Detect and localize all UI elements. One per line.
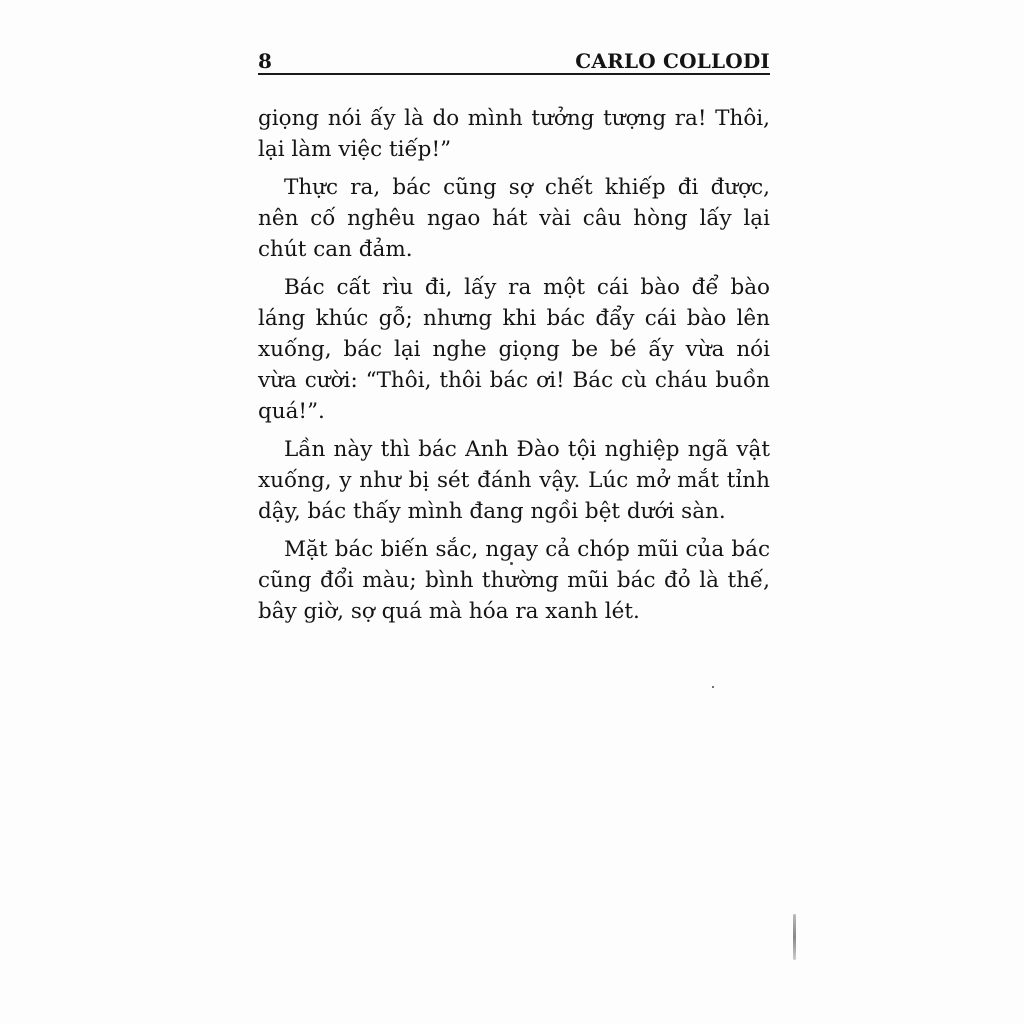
- print-speck: [510, 562, 513, 565]
- page-edge-mark: [793, 914, 796, 960]
- page-header: [258, 48, 770, 76]
- running-head-author: CARLO COLLODI: [575, 49, 770, 73]
- print-speck: [712, 686, 714, 688]
- paragraph: Lần này thì bác Anh Đào tội nghiệp ngã vật xuống, y như bị sét đánh vậy. Lúc mở mắt tỉnh dậy, bác thấy mình đang ngồi bệt dưới sàn.: [258, 437, 770, 524]
- paragraph: Mặt bác biến sắc, ngay cả chóp mũi của bác cũng đổi màu; bình thường mũi bác đỏ là thế, bây giờ, sợ quá mà hóa ra xanh lét.: [258, 537, 770, 624]
- paragraph: Bác cất rìu đi, lấy ra một cái bào để bào láng khúc gỗ; nhưng khi bác đẩy cái bào lên xuống, bác lại nghe giọng be bé ấy vừa nói vừa cười: “Thôi, thôi bác ơi! Bác cù cháu buồn quá!”.: [258, 275, 770, 424]
- page-number: 8: [258, 49, 272, 73]
- header-rule: [258, 73, 770, 75]
- paragraph: Thực ra, bác cũng sợ chết khiếp đi được, nên cố nghêu ngao hát vài câu hòng lấy lại chút can đảm.: [258, 175, 770, 262]
- body-text: [258, 103, 770, 634]
- paragraph: giọng nói ấy là do mình tưởng tượng ra! Thôi, lại làm việc tiếp!”: [258, 106, 770, 162]
